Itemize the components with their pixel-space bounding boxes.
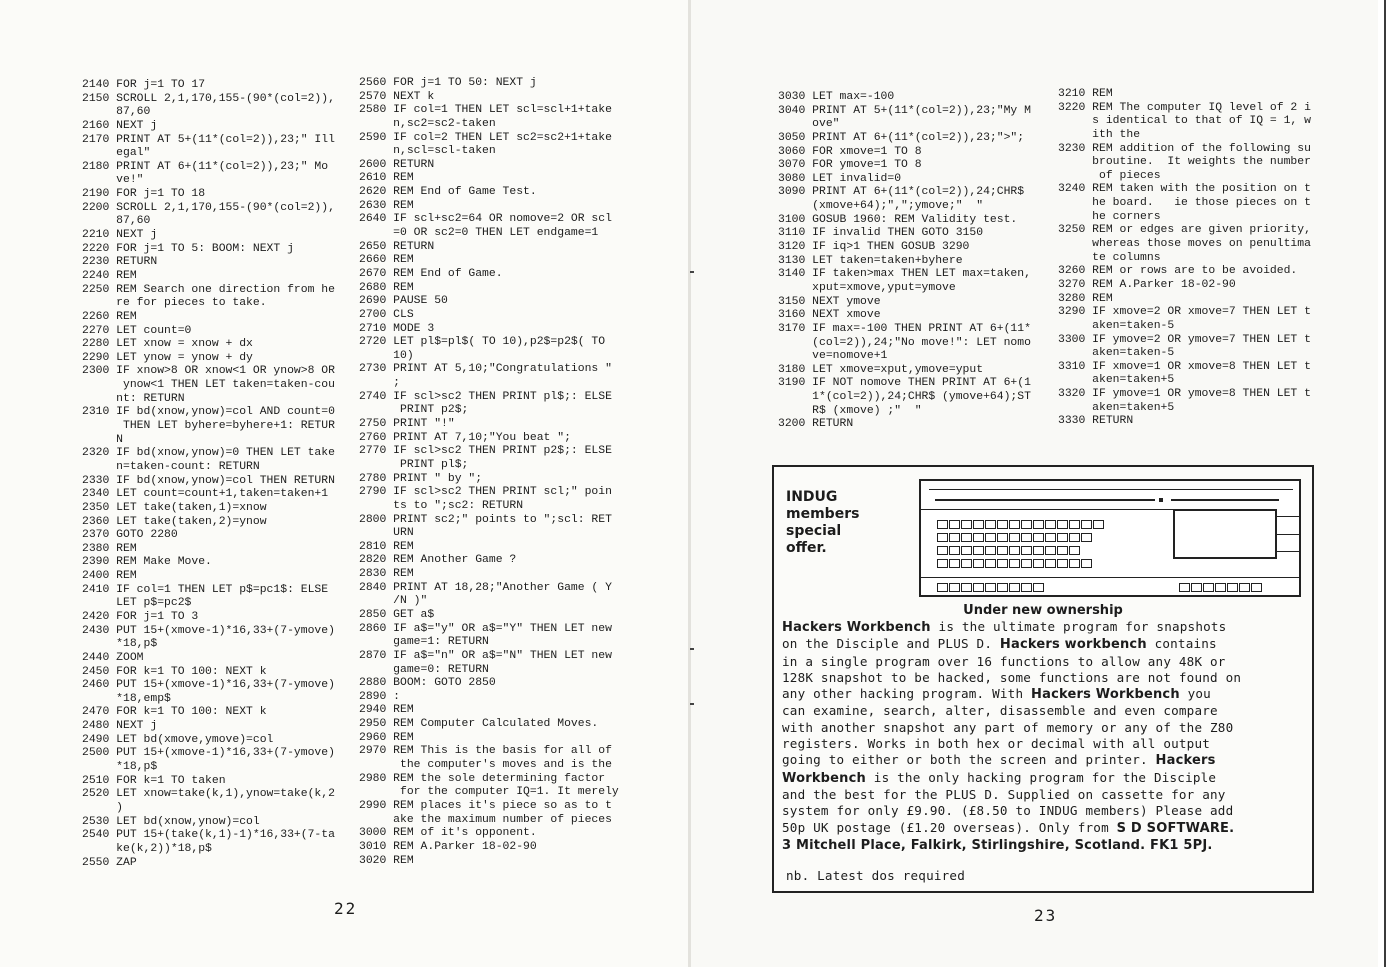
code-line: 2250 REM Search one direction from he xyxy=(82,283,335,296)
code-line: 2170 PRINT AT 5+(11*(col=2)),23;" Ill xyxy=(82,133,335,146)
code-line: 2160 NEXT j xyxy=(82,119,158,132)
advert-body-line: in a single program over 16 functions to allow any 48K or xyxy=(782,653,1226,669)
code-line: 2380 REM xyxy=(82,542,137,555)
code-line: 2420 FOR j=1 TO 3 xyxy=(82,610,199,623)
code-line: 2150 SCROLL 2,1,170,155-(90*(col=2)), xyxy=(82,92,335,105)
advert-body-line: any other hacking program. With Hackers Workbench you xyxy=(782,686,1211,703)
code-line: 2480 NEXT j xyxy=(82,720,158,733)
code-line: ake the maximum number of pieces xyxy=(359,813,612,826)
code-line: 2600 RETURN xyxy=(359,158,435,171)
keyboard-key xyxy=(1057,559,1068,568)
keyboard-key xyxy=(1009,533,1020,542)
code-line: 2840 PRINT AT 18,28;"Another Game ( Y xyxy=(359,581,612,594)
keyboard-key xyxy=(937,533,948,542)
keyboard-key xyxy=(1203,583,1214,592)
margin-tick xyxy=(690,703,694,705)
code-line: ove" xyxy=(778,118,840,131)
advert-body-line: going to either or both the screen and printer. Hackers xyxy=(782,752,1216,769)
code-line: xput=xmove,yput=ymove xyxy=(778,281,956,294)
code-line: re for pieces to take. xyxy=(82,297,267,310)
keyboard-key xyxy=(1069,533,1080,542)
keyboard-key xyxy=(1033,559,1044,568)
code-line: n,scl=scl-taken xyxy=(359,145,496,158)
code-line: 2990 REM places it's piece so as to t xyxy=(359,799,612,812)
keyboard-key xyxy=(1033,583,1044,592)
keyboard-key xyxy=(1033,533,1044,542)
advert-body-line: can examine, search, alter, disassemble and even compare xyxy=(782,703,1218,719)
code-line: game=1: RETURN xyxy=(359,636,489,649)
code-line: 2500 PUT 15+(xmove-1)*16,33+(7-ymove) xyxy=(82,747,335,760)
keyboard-key xyxy=(961,559,972,568)
code-line: 3300 IF ymove=2 OR ymove=7 THEN LET t xyxy=(1058,333,1311,346)
code-line: *18,p$ xyxy=(82,761,158,774)
code-line: (col=2)),24;"No move!": LET nomo xyxy=(778,336,1031,349)
keyboard-key xyxy=(1239,583,1250,592)
advert-body-line: system for only £9.90. (£8.50 to INDUG members) Please add xyxy=(782,803,1234,819)
code-line: 2510 FOR k=1 TO taken xyxy=(82,774,226,787)
code-line: 2830 REM xyxy=(359,568,414,581)
keyboard-key xyxy=(1033,520,1044,529)
code-line: 2230 RETURN xyxy=(82,256,158,269)
code-line: 3180 LET xmove=xput,ymove=yput xyxy=(778,363,984,376)
code-line: 3120 IF iq>1 THEN GOSUB 3290 xyxy=(778,241,970,254)
code-line: n=taken-count: RETURN xyxy=(82,460,260,473)
keyboard-key xyxy=(961,520,972,529)
keyboard-key xyxy=(937,546,948,555)
key-row xyxy=(937,533,1092,542)
code-line: 2810 REM xyxy=(359,540,414,553)
advert-heading-line: special xyxy=(786,523,842,539)
code-line: 3150 NEXT ymove xyxy=(778,295,881,308)
code-line: 2530 LET bd(xnow,ynow)=col xyxy=(82,815,260,828)
code-line: 2760 PRINT AT 7,10;"You beat "; xyxy=(359,431,571,444)
keyboard-key xyxy=(1021,583,1032,592)
keyboard-key xyxy=(997,533,1008,542)
keyboard-key xyxy=(1069,520,1080,529)
keyboard-key xyxy=(1009,559,1020,568)
code-line: 3020 REM xyxy=(359,854,414,867)
keyboard-key xyxy=(1057,533,1068,542)
keyboard-key xyxy=(1069,559,1080,568)
code-line: 10) xyxy=(359,349,414,362)
code-line: 3250 REM or edges are given priority, xyxy=(1058,224,1311,237)
code-line: nt: RETURN xyxy=(82,392,185,405)
code-line: 3030 LET max=-100 xyxy=(778,91,895,103)
code-line: whereas those moves on penultima xyxy=(1058,238,1311,251)
code-line: 2240 REM xyxy=(82,269,137,282)
advert-body-line: 50p UK postage (£1.20 overseas). Only from S D SOFTWARE. xyxy=(782,819,1235,836)
keyboard-key xyxy=(1021,533,1032,542)
code-line: 2520 LET xnow=take(k,1),ynow=take(k,2 xyxy=(82,788,335,801)
keyboard-key xyxy=(997,546,1008,555)
keyboard-key xyxy=(1191,583,1202,592)
code-line: ts to ";sc2: RETURN xyxy=(359,499,524,512)
code-line: 2790 IF scl>sc2 THEN PRINT scl;" poin xyxy=(359,486,612,499)
keyboard-key xyxy=(1069,546,1080,555)
code-line: aken=taken-5 xyxy=(1058,319,1175,332)
advert-heading xyxy=(786,489,916,557)
code-line: the computer's moves and is the xyxy=(359,759,612,772)
keyboard-key xyxy=(937,520,948,529)
code-line: *18,emp$ xyxy=(82,692,171,705)
code-line: 2590 IF col=2 THEN LET sc2=sc2+1+take xyxy=(359,131,612,144)
code-line: 87,60 xyxy=(82,106,151,119)
code-line: ve=nomove+1 xyxy=(778,350,888,363)
code-line: (xmove+64);",";ymove;" " xyxy=(778,200,984,213)
code-line: 3050 PRINT AT 6+(11*(col=2)),23;">"; xyxy=(778,131,1025,144)
keyboard-key xyxy=(1045,546,1056,555)
code-line: s identical to that of IQ = 1, w xyxy=(1058,115,1311,128)
code-line: 2800 PRINT sc2;" points to ";scl: RET xyxy=(359,513,612,526)
key-row xyxy=(1179,583,1262,592)
code-line: 3260 REM or rows are to be avoided. xyxy=(1058,265,1298,278)
code-line: 2450 FOR k=1 TO 100: NEXT k xyxy=(82,665,267,678)
code-line: 2680 REM xyxy=(359,281,414,294)
keyboard-key xyxy=(961,583,972,592)
keyboard-key xyxy=(973,533,984,542)
advert-body-line: on the Disciple and PLUS D. Hackers workbench contains xyxy=(782,636,1217,653)
code-line: 3040 PRINT AT 5+(11*(col=2)),23;"My M xyxy=(778,104,1031,117)
keyboard-key xyxy=(997,583,1008,592)
code-line: 3080 LET invalid=0 xyxy=(778,172,902,185)
code-line: URN xyxy=(359,527,414,540)
code-line: ) xyxy=(82,801,124,814)
listing-column-right-1 xyxy=(778,91,1048,432)
keyboard-key xyxy=(985,546,996,555)
advert-body-line: with another snapshot any part of memory or any of the Z80 xyxy=(782,719,1234,735)
keyboard-key xyxy=(1081,520,1092,529)
keyboard-illustration xyxy=(919,479,1301,597)
code-line: 2640 IF scl+sc2=64 OR nomove=2 OR scl xyxy=(359,213,612,226)
advert-box xyxy=(772,465,1314,893)
code-line: aken=taken+5 xyxy=(1058,401,1175,414)
keyboard-key xyxy=(949,533,960,542)
advert-heading-line: members xyxy=(786,506,860,522)
code-line: 2540 PUT 15+(take(k,1)-1)*16,33+(7-ta xyxy=(82,829,335,842)
code-line: 3190 IF NOT nomove THEN PRINT AT 6+(1 xyxy=(778,377,1031,390)
code-line: 2340 LET count=count+1,taken=taken+1 xyxy=(82,488,329,501)
code-line: 2270 LET count=0 xyxy=(82,324,192,337)
key-row xyxy=(937,520,1104,529)
keyboard-key xyxy=(973,546,984,555)
code-line: 2580 IF col=1 THEN LET scl=scl+1+take xyxy=(359,104,612,117)
keyboard-key xyxy=(997,520,1008,529)
code-line: 2190 FOR j=1 TO 18 xyxy=(82,188,206,201)
page-number-left: 22 xyxy=(334,899,358,918)
code-line: 3280 REM xyxy=(1058,292,1113,305)
keyboard-key xyxy=(937,559,948,568)
code-line: 2370 GOTO 2280 xyxy=(82,529,178,542)
code-line: PRINT p2$; xyxy=(359,404,469,417)
code-line: te columns xyxy=(1058,251,1161,264)
code-line: ve!" xyxy=(82,174,144,187)
code-line: 2180 PRINT AT 6+(11*(col=2)),23;" Mo xyxy=(82,160,329,173)
code-line: 2620 REM End of Game Test. xyxy=(359,186,537,199)
code-line: 2850 GET a$ xyxy=(359,608,435,621)
advert-heading-line: INDUG xyxy=(786,489,838,505)
code-line: 3210 REM xyxy=(1058,88,1113,100)
advert-title: Under new ownership xyxy=(963,603,1123,618)
keyboard-key xyxy=(949,546,960,555)
code-line: 2690 PAUSE 50 xyxy=(359,295,448,308)
code-line: 2220 FOR j=1 TO 5: BOOM: NEXT j xyxy=(82,242,294,255)
keyboard-key xyxy=(1009,520,1020,529)
code-line: 2460 PUT 15+(xmove-1)*16,33+(7-ymove) xyxy=(82,679,335,692)
keyboard-key xyxy=(949,559,960,568)
keyboard-key xyxy=(1081,533,1092,542)
code-line: 2440 ZOOM xyxy=(82,651,144,664)
keyboard-key xyxy=(1179,583,1190,592)
listing-column-left-1 xyxy=(82,79,357,870)
code-line: 2960 REM xyxy=(359,731,414,744)
advert-body-line: Hackers Workbench is the ultimate program for snapshots xyxy=(782,619,1227,635)
keyboard-key xyxy=(1057,546,1068,555)
code-line: 2950 REM Computer Calculated Moves. xyxy=(359,718,599,731)
code-line: 3110 IF invalid THEN GOTO 3150 xyxy=(778,227,984,240)
code-line: 2310 IF bd(xnow,ynow)=col AND count=0 xyxy=(82,406,335,419)
code-line: 1*(col=2)),24;CHR$ (ymove+64);ST xyxy=(778,391,1031,404)
keyboard-key xyxy=(973,520,984,529)
code-line: game=0: RETURN xyxy=(359,663,489,676)
keyboard-key xyxy=(1045,520,1056,529)
keyboard-key xyxy=(985,533,996,542)
keyboard-key xyxy=(985,583,996,592)
code-line: 3310 IF xmove=1 OR xmove=8 THEN LET t xyxy=(1058,360,1311,373)
code-line: 3010 REM A.Parker 18-02-90 xyxy=(359,840,537,853)
code-line: 2770 IF scl>sc2 THEN PRINT p2$;: ELSE xyxy=(359,445,612,458)
code-line: aken=taken+5 xyxy=(1058,374,1175,387)
code-line: 2980 REM the sole determining factor xyxy=(359,772,606,785)
code-line: 2330 IF bd(xnow,ynow)=col THEN RETURN xyxy=(82,474,335,487)
code-line: ; xyxy=(359,377,401,390)
code-line: 2430 PUT 15+(xmove-1)*16,33+(7-ymove) xyxy=(82,624,335,637)
code-line: 2740 IF scl>sc2 THEN PRINT pl$;: ELSE xyxy=(359,390,612,403)
code-line: 3230 REM addition of the following su xyxy=(1058,142,1311,155)
advert-body-line: Workbench is the only hacking program for the Disciple xyxy=(782,769,1217,786)
code-line: 2550 ZAP xyxy=(82,856,137,869)
keyboard-key xyxy=(973,583,984,592)
advert-body-line: 128K snapshot to be hacked, some functions are not found on xyxy=(782,669,1242,685)
key-row xyxy=(937,559,1092,568)
keyboard-key xyxy=(985,520,996,529)
keyboard-key xyxy=(1033,546,1044,555)
keyboard-key xyxy=(1227,583,1238,592)
code-line: ke(k,2))*18,p$ xyxy=(82,842,212,855)
code-line: 87,60 xyxy=(82,215,151,228)
code-line: 3200 RETURN xyxy=(778,418,854,431)
code-line: 2280 LET xnow = xnow + dx xyxy=(82,338,253,351)
code-line: 2940 REM xyxy=(359,704,414,717)
code-line: 3100 GOSUB 1960: REM Validity test. xyxy=(778,213,1018,226)
code-line: PRINT pl$; xyxy=(359,458,469,471)
code-line: 2660 REM xyxy=(359,254,414,267)
key-row xyxy=(937,583,1044,592)
code-line: for the computer IQ=1. It merely xyxy=(359,786,619,799)
keyboard-key xyxy=(1045,533,1056,542)
code-line: 3070 FOR ymove=1 TO 8 xyxy=(778,159,922,172)
code-line: *18,p$ xyxy=(82,638,158,651)
code-line: 2890 : xyxy=(359,690,401,703)
code-line: 2670 REM End of Game. xyxy=(359,267,503,280)
code-line: 2320 IF bd(xnow,ynow)=0 THEN LET take xyxy=(82,447,335,460)
code-line: 3140 IF taken>max THEN LET max=taken, xyxy=(778,268,1031,281)
code-line: 2700 CLS xyxy=(359,308,414,321)
keyboard-key xyxy=(1021,546,1032,555)
keyboard-key xyxy=(1045,559,1056,568)
code-line: 2780 PRINT " by "; xyxy=(359,472,483,485)
keyboard-key xyxy=(1093,520,1104,529)
code-line: 2360 LET take(taken,2)=ynow xyxy=(82,515,267,528)
advert-heading-line: offer. xyxy=(786,540,827,556)
code-line: 2860 IF a$="y" OR a$="Y" THEN LET new xyxy=(359,622,612,635)
code-line: broutine. It weights the number xyxy=(1058,156,1311,169)
keyboard-key xyxy=(997,559,1008,568)
keyboard-key xyxy=(973,559,984,568)
code-line: 2560 FOR j=1 TO 50: NEXT j xyxy=(359,77,537,89)
advert-note: nb. Latest dos required xyxy=(786,868,965,883)
code-line: 2650 RETURN xyxy=(359,240,435,253)
margin-tick xyxy=(690,271,694,273)
keyboard-key xyxy=(1081,559,1092,568)
keyboard-key xyxy=(961,546,972,555)
page-number-right: 23 xyxy=(1034,906,1058,925)
code-line: /N )" xyxy=(359,595,428,608)
page-edge-line xyxy=(1384,0,1386,967)
advert-body-line: and the best for the PLUS D. Supplied on cassette for any xyxy=(782,786,1226,802)
keyboard-key xyxy=(937,583,948,592)
code-line: 2710 MODE 3 xyxy=(359,322,435,335)
code-line: 2400 REM xyxy=(82,570,137,583)
code-line: 2140 FOR j=1 TO 17 xyxy=(82,79,206,91)
code-line: 3130 LET taken=taken+byhere xyxy=(778,254,963,267)
code-line: 3290 IF xmove=2 OR xmove=7 THEN LET t xyxy=(1058,306,1311,319)
code-line: he board. ie those pieces on t xyxy=(1058,197,1311,210)
page-edge xyxy=(1378,0,1395,967)
keyboard-key xyxy=(949,520,960,529)
keyboard-key xyxy=(985,559,996,568)
advert-body-line: 3 Mitchell Place, Falkirk, Stirlingshire, Scotland. FK1 5PJ. xyxy=(782,837,1213,853)
code-line: =0 OR sc2=0 THEN LET endgame=1 xyxy=(359,227,599,240)
advert-body xyxy=(782,619,1302,854)
keyboard-key xyxy=(1251,583,1262,592)
code-line: 2610 REM xyxy=(359,172,414,185)
code-line: 2970 REM This is the basis for all of xyxy=(359,745,612,758)
code-line: 3170 IF max=-100 THEN PRINT AT 6+(11* xyxy=(778,322,1031,335)
code-line: egal" xyxy=(82,147,151,160)
listing-column-right-2 xyxy=(1058,88,1328,429)
code-line: LET p$=pc2$ xyxy=(82,597,192,610)
advert-body-line: registers. Works in both hex or decimal with all output xyxy=(782,736,1211,752)
code-line: 3090 PRINT AT 6+(11*(col=2)),24;CHR$ xyxy=(778,186,1025,199)
keyboard-key xyxy=(1215,583,1226,592)
key-row xyxy=(937,546,1080,555)
code-line: 3240 REM taken with the position on t xyxy=(1058,183,1311,196)
keyboard-key xyxy=(1057,520,1068,529)
code-line: ynow<1 THEN LET taken=taken-cou xyxy=(82,379,335,392)
code-line: ith the xyxy=(1058,128,1141,141)
code-line: 2300 IF xnow>8 OR xnow<1 OR ynow>8 OR xyxy=(82,365,335,378)
code-line: of pieces xyxy=(1058,169,1161,182)
code-line: 2570 NEXT k xyxy=(359,90,435,103)
code-line: 2470 FOR k=1 TO 100: NEXT k xyxy=(82,706,267,719)
code-line: 3270 REM A.Parker 18-02-90 xyxy=(1058,278,1236,291)
code-line: 3220 REM The computer IQ level of 2 i xyxy=(1058,101,1311,114)
book-gutter xyxy=(688,0,691,967)
code-line: N xyxy=(82,433,124,446)
code-line: 3330 RETURN xyxy=(1058,415,1134,428)
margin-tick xyxy=(690,648,694,650)
code-line: 2880 BOOM: GOTO 2850 xyxy=(359,677,496,690)
code-line: 2410 IF col=1 THEN LET p$=pc1$: ELSE xyxy=(82,583,329,596)
code-line: 2630 REM xyxy=(359,199,414,212)
code-line: aken=taken-5 xyxy=(1058,347,1175,360)
code-line: 2350 LET take(taken,1)=xnow xyxy=(82,501,267,514)
code-line: 2210 NEXT j xyxy=(82,229,158,242)
code-line: 2490 LET bd(xmove,ymove)=col xyxy=(82,733,274,746)
keyboard-key xyxy=(1021,559,1032,568)
code-line: 2200 SCROLL 2,1,170,155-(90*(col=2)), xyxy=(82,201,335,214)
keyboard-screen xyxy=(1173,509,1277,559)
code-line: THEN LET byhere=byhere+1: RETUR xyxy=(82,420,335,433)
code-line: 2260 REM xyxy=(82,310,137,323)
code-line: 3000 REM of it's opponent. xyxy=(359,827,537,840)
keyboard-key xyxy=(949,583,960,592)
code-line: 2390 REM Make Move. xyxy=(82,556,212,569)
code-line: he corners xyxy=(1058,210,1161,223)
code-line: 2750 PRINT "!" xyxy=(359,418,455,431)
code-line: 2820 REM Another Game ? xyxy=(359,554,517,567)
code-line: 3160 NEXT xmove xyxy=(778,309,881,322)
code-line: 3320 IF ymove=1 OR ymove=8 THEN LET t xyxy=(1058,388,1311,401)
code-line: n,sc2=sc2-taken xyxy=(359,117,496,130)
keyboard-key xyxy=(961,533,972,542)
keyboard-key xyxy=(1009,583,1020,592)
listing-column-left-2 xyxy=(359,77,659,868)
code-line: 2290 LET ynow = ynow + dy xyxy=(82,351,253,364)
code-line: 3060 FOR xmove=1 TO 8 xyxy=(778,145,922,158)
code-line: R$ (xmove) ;" " xyxy=(778,404,922,417)
keyboard-key xyxy=(1009,546,1020,555)
code-line: 2870 IF a$="n" OR a$="N" THEN LET new xyxy=(359,649,612,662)
keyboard-key xyxy=(1021,520,1032,529)
code-line: 2720 LET pl$=pl$( TO 10),p2$=p2$( TO xyxy=(359,336,606,349)
code-line: 2730 PRINT AT 5,10;"Congratulations " xyxy=(359,363,612,376)
